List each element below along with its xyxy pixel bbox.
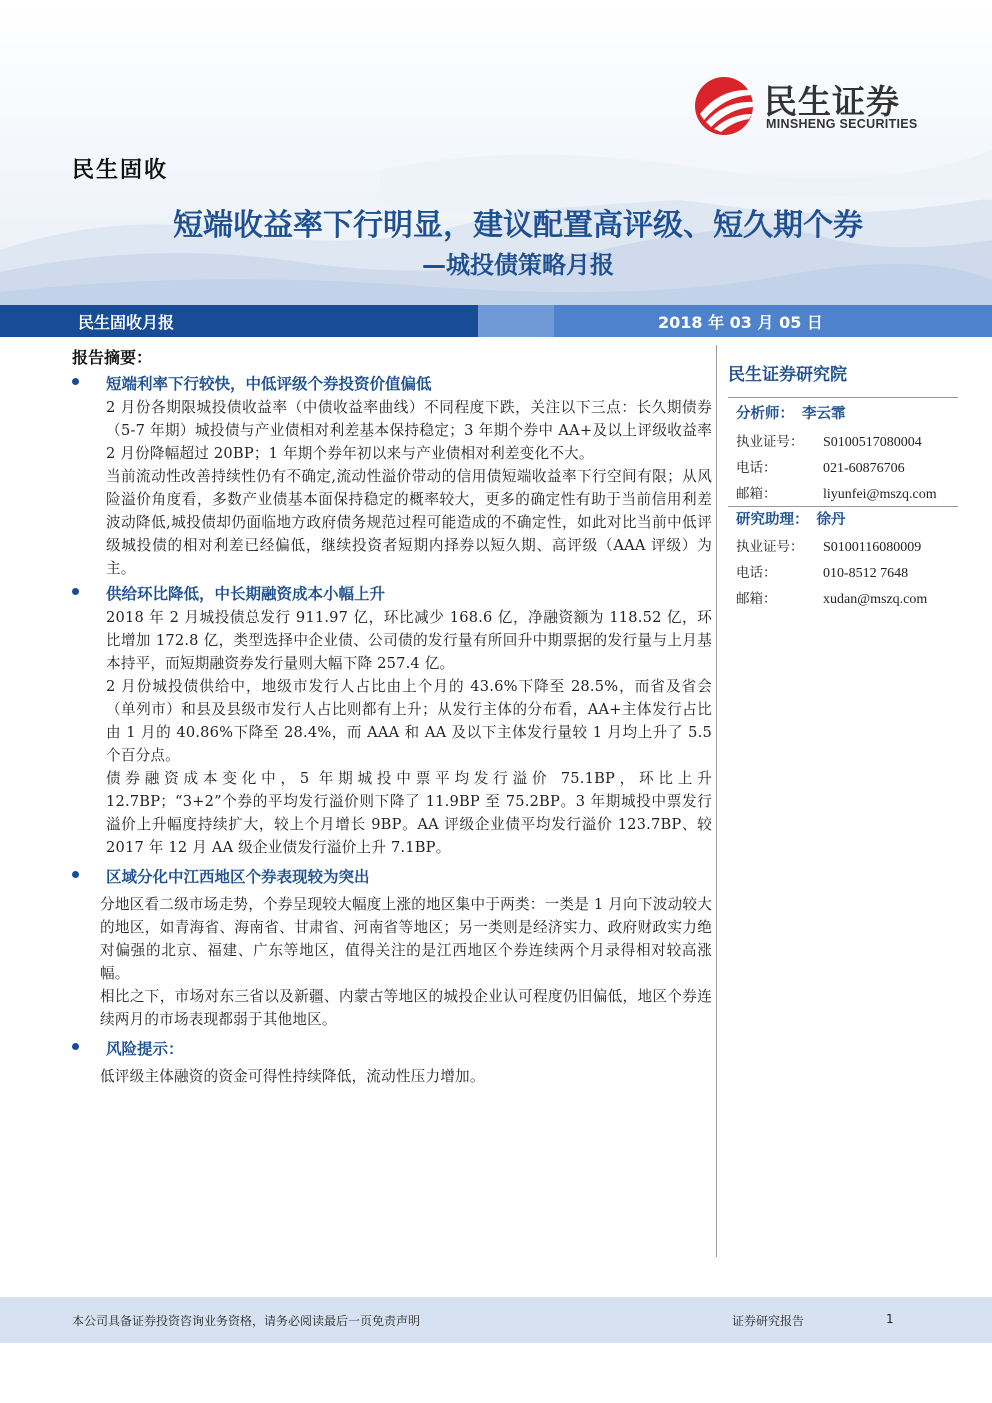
paragraph: 2 月份各期限城投债收益率（中债收益率曲线）不同程度下跌，关注以下三点：长久期债券（5-7 年期）城投债与产业债相对利差基本保持稳定；3 年期个券中 AA+及以上评级收益率 2 月份降幅超过 20BP；1 年期个券年初以来与产业债相对利差变化不大。: [106, 399, 712, 462]
company-logo: [694, 74, 926, 134]
page-number: 1: [886, 1312, 894, 1326]
analyst-cert: S0100517080004: [823, 435, 922, 450]
page-footer: [0, 1297, 992, 1343]
paragraph: 2 月份城投债供给中，地级市发行人占比由上个月的 43.6%下降至 28.5%，而省及省会（单列市）和县及县级市发行人占比则都有上升；从发行主体的分布看，AA+主体发行占比由 1 月的 40.86%下降至 28.4%，而 AAA 和 AA 及以下主体发行量较 1 月均上升了 5.5 个百分点。: [106, 678, 712, 764]
logo-english-text: MINSHENG SECURITIES: [766, 117, 918, 131]
section-title: 风险提示：: [106, 1039, 184, 1058]
bullet-icon: [72, 588, 79, 595]
assistant-email[interactable]: xudan@mszq.com: [823, 592, 928, 607]
sidebar-institute: [728, 360, 978, 391]
brand-label: 民生固收: [72, 157, 169, 183]
section-title: 供给环比降低，中长期融资成本小幅上升: [106, 584, 386, 603]
analyst-tel: 021-60876706: [823, 461, 905, 476]
summary-heading: 报告摘要：: [72, 348, 153, 367]
section-title: 区域分化中江西地区个券表现较为突出: [106, 867, 370, 886]
summary-section: [72, 1037, 712, 1088]
analyst-cert-row: 执业证号： S0100517080004: [736, 434, 922, 450]
sidebar-divider: [728, 506, 958, 507]
report-header: [0, 0, 992, 340]
paragraph: 2018 年 2 月城投债总发行 911.97 亿，环比减少 168.6 亿，净融资额为 118.52 亿，环比增加 172.8 亿，类型选择中企业债、公司债的发行量有所回升中期票据的发行量与上月基本持平，而短期融资券发行量则大幅下降 257.4 亿。: [106, 609, 712, 672]
logo-chinese-text: 民生证券: [764, 82, 900, 121]
assistant-cert-row: 执业证号： S0100116080009: [736, 539, 922, 555]
summary-section: [72, 865, 712, 1031]
report-type-label: 民生固收月报: [78, 313, 175, 332]
assistant-role: 研究助理： 徐丹: [736, 511, 846, 528]
assistant-name: 徐丹: [816, 511, 846, 528]
paragraph: 当前流动性改善持续性仍有不确定,流动性溢价带动的信用债短端收益率下行空间有限；从风险溢价角度看，多数产业债基本面保持稳定的概率较大，更多的确定性有助于当前信用利差波动降低,城投债却仍面临地方政府债务规范过程可能造成的不确定性，如此对比当前中低评级城投债的相对利差已经偏低，继续投资者短期内择券以短久期、高评级（AAA 评级）为主。: [106, 468, 712, 577]
assistant-tel: 010-8512 7648: [823, 566, 909, 581]
assistant-tel-row: 电话： 010-8512 7648: [736, 565, 909, 581]
summary-section: [72, 372, 712, 580]
footer-report-type: 证券研究报告: [732, 1314, 805, 1328]
summary-column: [72, 345, 712, 1088]
analyst-email[interactable]: liyunfei@mszq.com: [823, 487, 937, 502]
column-divider: [716, 345, 717, 1257]
paragraph: 债券融资成本变化中，5 年期城投中票平均发行溢价 75.1BP，环比上升 12.7BP；“3+2”个券的平均发行溢价则下降了 11.9BP 至 75.2BP。3 年期城投中票发行溢价上升幅度持续扩大，较上个月增长 9BP。AA 评级企业债平均发行溢价 123.7BP、较 2017 年 12 月 AA 级企业债发行溢价上升 7.1BP。: [106, 770, 712, 856]
paragraph: 分地区看二级市场走势，个券呈现较大幅度上涨的地区集中于两类：一类是 1 月向下波动较大的地区，如青海省、海南省、甘肃省、河南省等地区；另一类则是经济实力、政府财政实力绝对偏强的北京、福建、广东等地区，值得关注的是江西地区个券连续两个月录得相对较高涨幅。: [100, 896, 712, 982]
bullet-icon: [72, 378, 79, 385]
analyst-name: 李云霏: [802, 405, 846, 422]
institute-name: 民生证券研究院: [728, 365, 847, 385]
footer-disclaimer: 本公司具备证券投资咨询业务资格，请务必阅读最后一页免责声明: [72, 1314, 421, 1328]
analyst-role: 分析师： 李云霏: [736, 405, 846, 422]
analyst-mail-row: 邮箱： liyunfei@mszq.com: [736, 486, 937, 502]
paragraph: 相比之下，市场对东三省以及新疆、内蒙古等地区的城投企业认可程度仍旧偏低，地区个券连续两月的市场表现都弱于其他地区。: [100, 988, 712, 1028]
section-title: 短端利率下行较快，中低评级个券投资价值偏低: [106, 374, 432, 393]
assistant-cert: S0100116080009: [823, 540, 922, 555]
paragraph: 低评级主体融资的资金可得性持续降低，流动性压力增加。: [100, 1068, 485, 1085]
report-subtitle: —城投债策略月报: [422, 251, 614, 279]
assistant-mail-row: 邮箱： xudan@mszq.com: [736, 591, 928, 607]
report-title: 短端收益率下行明显，建议配置高评级、短久期个券: [173, 208, 863, 243]
sidebar-divider: [728, 397, 958, 398]
bullet-icon: [72, 1043, 79, 1050]
bullet-icon: [72, 871, 79, 878]
analyst-tel-row: 电话： 021-60876706: [736, 460, 905, 476]
report-date: 2018 年 03 月 05 日: [658, 313, 823, 332]
title-bar: [0, 305, 992, 337]
minsheng-logo-icon: [694, 74, 758, 138]
summary-section: [72, 582, 712, 859]
